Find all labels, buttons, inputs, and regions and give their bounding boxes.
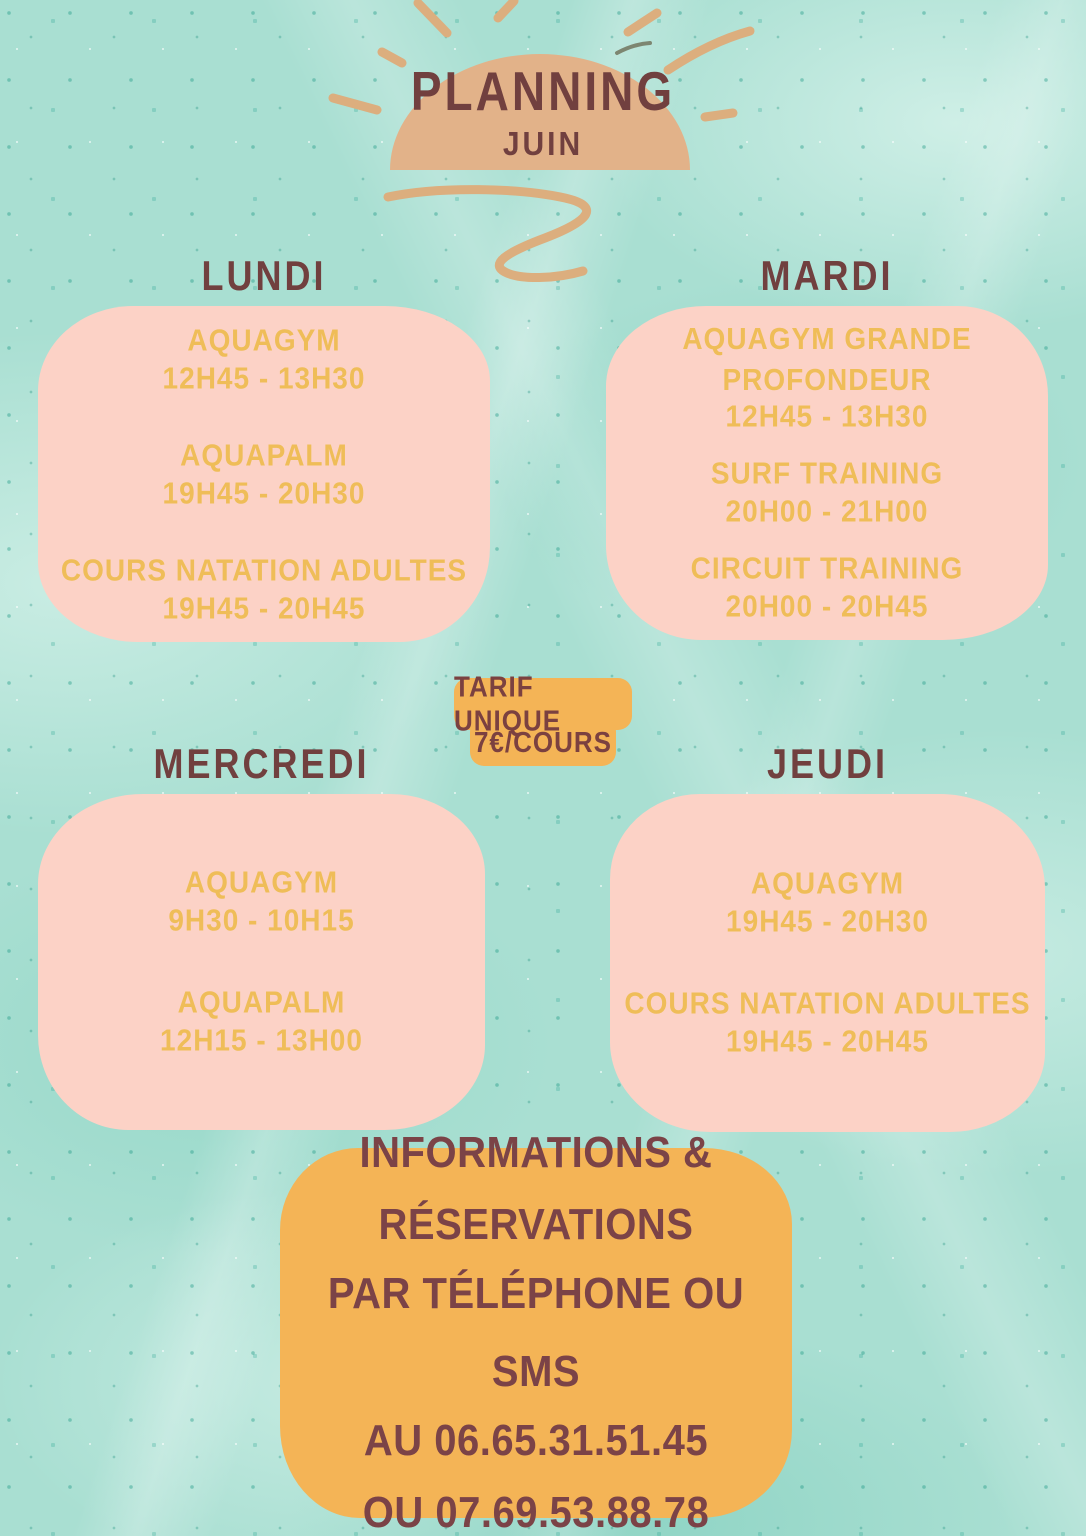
activity-time: 12H45 - 13H30 (162, 361, 366, 396)
day-header-lundi: LUNDI (201, 251, 327, 299)
activity-time: 20H00 - 21H00 (725, 494, 929, 529)
day-card-mercredi (38, 794, 485, 1130)
activity-name: SURF TRAINING (710, 456, 944, 491)
activity-name: AQUAGYM (750, 866, 905, 901)
price-badge-top (454, 669, 632, 737)
poster-subtitle: JUIN (502, 125, 584, 163)
day-card-mardi (606, 306, 1048, 640)
day-header-mardi: MARDI (760, 251, 894, 299)
activity-name: AQUAPALM (180, 438, 348, 473)
activity-name: AQUAPALM (177, 985, 346, 1020)
day-section-mercredi (38, 739, 485, 1130)
activity-time: 19H45 - 20H45 (162, 591, 366, 626)
day-section-lundi (38, 251, 490, 642)
price-badge-amount: 7€/COURS (473, 724, 613, 758)
day-header-jeudi: JEUDI (766, 739, 889, 787)
activity-item (46, 984, 477, 1060)
activity-time: 19H45 - 20H30 (726, 904, 929, 939)
activity-name: AQUAGYM (187, 323, 341, 358)
day-card-lundi (38, 306, 490, 642)
activity-name: COURS NATATION ADULTES (60, 553, 468, 588)
activity-name: AQUAGYM (184, 865, 339, 900)
activity-item (614, 455, 1040, 531)
activity-item (46, 552, 482, 628)
info-box (280, 1129, 792, 1536)
info-line: PAR TÉLÉPHONE OU SMS (327, 1270, 745, 1396)
activity-time: 20H00 - 20H45 (725, 589, 929, 624)
activity-item (46, 864, 477, 940)
poster-title: PLANNING (410, 60, 676, 122)
day-header-mercredi: MERCREDI (153, 739, 370, 787)
info-phone-secondary: OU 07.69.53.88.78 (362, 1489, 710, 1536)
sun-ray-olive-icon (617, 43, 650, 53)
info-line: RÉSERVATIONS (378, 1201, 694, 1249)
activity-item (46, 322, 482, 398)
activity-time: 19H45 - 20H30 (162, 476, 366, 511)
price-badge-label: TARIF UNIQUE (454, 669, 562, 737)
activity-name: AQUAGYM GRANDE PROFONDEUR (682, 322, 972, 397)
day-section-mardi (606, 251, 1048, 640)
activity-time: 19H45 - 20H45 (726, 1024, 929, 1059)
activity-time: 12H45 - 13H30 (725, 399, 929, 434)
activity-item (614, 322, 1040, 436)
activity-time: 12H15 - 13H00 (160, 1023, 363, 1058)
activity-name: COURS NATATION ADULTES (624, 986, 1031, 1021)
info-line: INFORMATIONS & (359, 1129, 713, 1177)
day-section-jeudi (610, 739, 1045, 1132)
activity-item (46, 437, 482, 513)
activity-item (618, 865, 1037, 941)
price-badge-bottom (470, 718, 616, 766)
activity-item (614, 550, 1040, 626)
activity-time: 9H30 - 10H15 (168, 903, 355, 938)
info-phone-primary: AU 06.65.31.51.45 (363, 1417, 709, 1465)
day-card-jeudi (610, 794, 1045, 1132)
activity-name: CIRCUIT TRAINING (690, 551, 964, 586)
activity-item (618, 985, 1037, 1061)
